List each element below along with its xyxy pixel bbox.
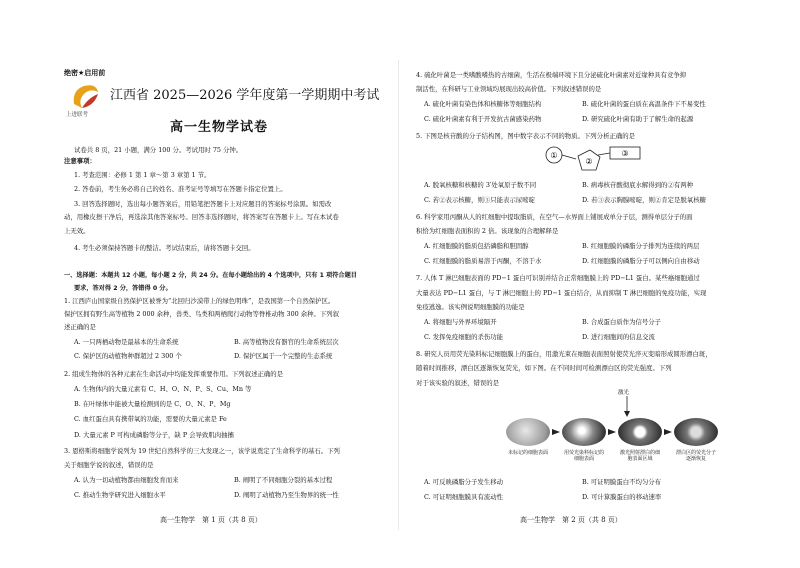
q6-option-c: C. 红细胞膜的脂质易溶于丙酮，不溶于水 xyxy=(424,257,542,265)
q1-line1: 1. 江西庐山国家级自然保护区被誉为“北回归沙漠带上的绿色明珠”，是我国第一个自然保护区。 xyxy=(64,297,335,305)
note-4: 4. 考生必须保持答题卡的整洁。考试结束后，请将答题卡交回。 xyxy=(74,244,255,252)
q3-option-b: B. 阐明了不同细胞分裂的基本过程 xyxy=(234,476,333,484)
q7-option-d: D. 进行细胞间的信息交流 xyxy=(582,333,655,341)
q1-line3: 述正确的是 xyxy=(64,323,96,331)
q5-option-b: B. 病毒核苷酸彻底水解得到的②有两种 xyxy=(582,181,694,189)
fig5-label-3: ③ xyxy=(621,149,629,158)
caption-3: 激光照射漂白的细胞表面区域 xyxy=(620,450,661,462)
q7-option-a: A. 将细胞与外界环境隔开 xyxy=(424,318,497,326)
logo-text: 上进联考 xyxy=(66,112,89,118)
q8-line1: 8. 研究人员用荧光染料标记细胞膜上的蛋白，用激光束在细胞表面照射使荧光淬灭变暗形成圆形漂白斑， xyxy=(416,350,712,358)
q8-line3: 对于该实验的叙述，错误的是 xyxy=(416,379,500,387)
section-heading-2: 要求，答对得 2 分，答错得 0 分。 xyxy=(74,285,172,292)
q8-option-c: C. 可证明细胞膜具有流动性 xyxy=(424,493,504,501)
q2-option-d: D. 大量元素 P 可构成磷脂等分子，缺 P 会导致肌肉抽搐 xyxy=(74,431,234,439)
paper-title: 高一生物学试卷 xyxy=(170,120,269,135)
q3-option-a: A. 认为一切动植物都由细胞发育而来 xyxy=(74,476,179,484)
q3-option-c: C. 推动生物学研究进入细胞水平 xyxy=(74,491,166,499)
q1-option-d: D. 保护区属于一个完整的生态系统 xyxy=(234,352,333,360)
q1-line2: 保护区拥有野生高等植物 2 000 余种，兽类、鸟类和两栖爬行动物等脊椎动物 300 余种。下列叙 xyxy=(64,310,340,318)
caption-1: 未标记的细胞表面 xyxy=(508,450,549,456)
q4-option-d: D. 研究硫化叶菌有助于了解生命的起源 xyxy=(582,115,694,123)
q4-line2: 制活性，在科研与工业领域均展现出较高价值。下列叙述错误的是 xyxy=(416,85,602,93)
fig5-label-2: ② xyxy=(585,157,593,166)
q6-line1: 6. 科学家用丙酮从人的红细胞中提取脂质，在空气—水界面上铺展成单分子层，测得单层分子的面 xyxy=(416,213,693,221)
note-1: 1. 考查范围：必修 1 第 1 章～第 3 章第 1 节。 xyxy=(74,171,211,179)
q1-option-c: C. 保护区的动植物种群超过 2 300 个 xyxy=(74,352,182,360)
q8-option-d: D. 可计算膜蛋白的移动速率 xyxy=(582,493,662,501)
nucleotide-figure xyxy=(540,144,650,178)
q5-option-d: D. 若③表示胸腺嘧啶，则②肯定是脱氧核糖 xyxy=(582,196,706,204)
notes-title: 注意事项： xyxy=(64,157,96,165)
note-3b: 动，用橡皮擦干净后，再选涂其他答案标号。回答非选择题时，将答案写在答题卡上。写在本试卷 xyxy=(64,213,339,221)
page-1 xyxy=(0,0,390,568)
q6-line2: 积恰为红细胞表面积的 2 倍。该现象的合理解释是 xyxy=(416,227,559,235)
secret-label: 绝密★启用前 xyxy=(64,69,106,77)
cell-unlabeled xyxy=(506,418,550,446)
q1-option-b: B. 高等植物没有器官的生命系统层次 xyxy=(234,338,339,346)
q2-option-a: A. 生物体内的大量元素有 C、H、O、N、P、S、Cu、Mn 等 xyxy=(74,385,252,393)
q8-option-b: B. 可证明膜蛋白不均匀分布 xyxy=(582,478,662,486)
laser-arrow-icon xyxy=(622,396,632,418)
q3-option-d: D. 阐明了动植物乃至生物界的统一性 xyxy=(234,491,339,499)
q2-line1: 2. 组成生物体的各种元素在生命活动中均能发挥重要作用。下列叙述正确的是 xyxy=(64,370,284,378)
q6-option-a: A. 红细胞膜的脂质包括磷脂和胆固醇 xyxy=(424,242,529,250)
intro-line: 试卷共 8 页，21 小题，满分 100 分。考试用时 75 分钟。 xyxy=(74,146,243,154)
logo xyxy=(68,80,104,116)
exam-title: 江西省 2025—2026 学年度第一学期期中考试 xyxy=(110,88,380,103)
caption-2: 用荧光染料标记的细胞表面 xyxy=(564,450,605,462)
q7-option-b: B. 合成蛋白质作为信号分子 xyxy=(582,318,662,326)
page-2 xyxy=(400,0,790,568)
caption-4: 漂白区的荧光分子逐渐恢复 xyxy=(676,450,717,462)
q6-option-b: B. 红细胞膜的磷脂分子排列为连续的两层 xyxy=(582,242,700,250)
section-heading: 一、选择题：本题共 12 小题，每小题 2 分，共 24 分。在每小题给出的 4 个选项中，只有 1 项符合题目 xyxy=(64,272,357,279)
q5-option-c: C. 若②表示核糖，则③只能表示尿嘧啶 xyxy=(424,196,535,204)
q4-line1: 4. 硫化叶菌是一类嗜酸嗜热的古细菌，生活在极端环境下且分泌硫化叶菌素对近缘种具有竞争抑 xyxy=(416,71,687,79)
laser-label: 激光 xyxy=(618,390,630,396)
q2-option-c: C. 血红蛋白具有携带氧的功能，需要的大量元素是 Fe xyxy=(74,415,227,423)
q3-line1: 3. 恩格斯将细胞学说列为 19 世纪自然科学的三大发现之一，该学说奠定了生命科学的基石。下列 xyxy=(64,447,340,455)
q7-line2: 大量表达 PD−L1 蛋白，与 T 淋巴细胞上的 PD−1 蛋白结合，从而抑制 T 淋巴细胞的免疫功能，实现 xyxy=(416,289,707,297)
q7-line1: 7. 人体 T 淋巴细胞表面的 PD−1 蛋白可识别并结合正常细胞膜上的 PD−L1 蛋白。某些癌细胞通过 xyxy=(416,274,700,282)
note-3c: 上无效。 xyxy=(64,227,90,235)
note-2: 2. 答卷前，考生务必将自己的姓名、准考证号等填写在答题卡指定位置上。 xyxy=(74,185,287,193)
q5-option-a: A. 脱氧核糖和核糖的 3′处氧原子数不同 xyxy=(424,181,537,189)
q7-line3: 免疫逃逸。该实例说明细胞膜的功能是 xyxy=(416,303,525,311)
page-divider xyxy=(398,60,399,530)
q8-line2: 随着时间推移，漂白区逐渐恢复荧光，如下图。在不同时间可检测漂白区的荧光强度。下列 xyxy=(416,364,672,372)
q1-option-a: A. 一只两栖动物是最基本的生命系统 xyxy=(74,338,179,346)
q4-option-c: C. 硫化叶菌素有利于开发抗古菌感染药物 xyxy=(424,115,542,123)
q3-line2: 关于细胞学说的叙述，错误的是 xyxy=(64,461,154,469)
note-3: 3. 回答选择题时，选出每小题答案后，用铅笔把答题卡上对应题目的答案标号涂黑。如需改 xyxy=(74,200,332,208)
footer-page-1: 高一生物学 第 1 页（共 8 页） xyxy=(160,516,262,524)
q4-option-a: A. 硫化叶菌有染色体和核糖体等细胞结构 xyxy=(424,100,542,108)
figure-arrows-icon xyxy=(550,427,710,437)
q2-option-b: B. 在叶绿体中能被大量检测到的是 C、O、N、P、Mg xyxy=(74,400,231,408)
q4-option-b: B. 硫化叶菌的蛋白质在高温条件下不易变性 xyxy=(582,100,706,108)
fig5-label-1: ① xyxy=(550,151,558,160)
footer-page-2: 高一生物学 第 2 页（共 8 页） xyxy=(520,516,622,524)
q5-line1: 5. 下图是核苷酸的分子结构图，图中数字表示不同的物质。下列分析正确的是 xyxy=(416,132,636,140)
q6-option-d: D. 红细胞膜的磷脂分子可以侧向自由移动 xyxy=(582,257,700,265)
q8-option-a: A. 可反映磷脂分子发生移动 xyxy=(424,478,503,486)
q7-option-c: C. 发挥免疫细胞的杀伤功能 xyxy=(424,333,504,341)
